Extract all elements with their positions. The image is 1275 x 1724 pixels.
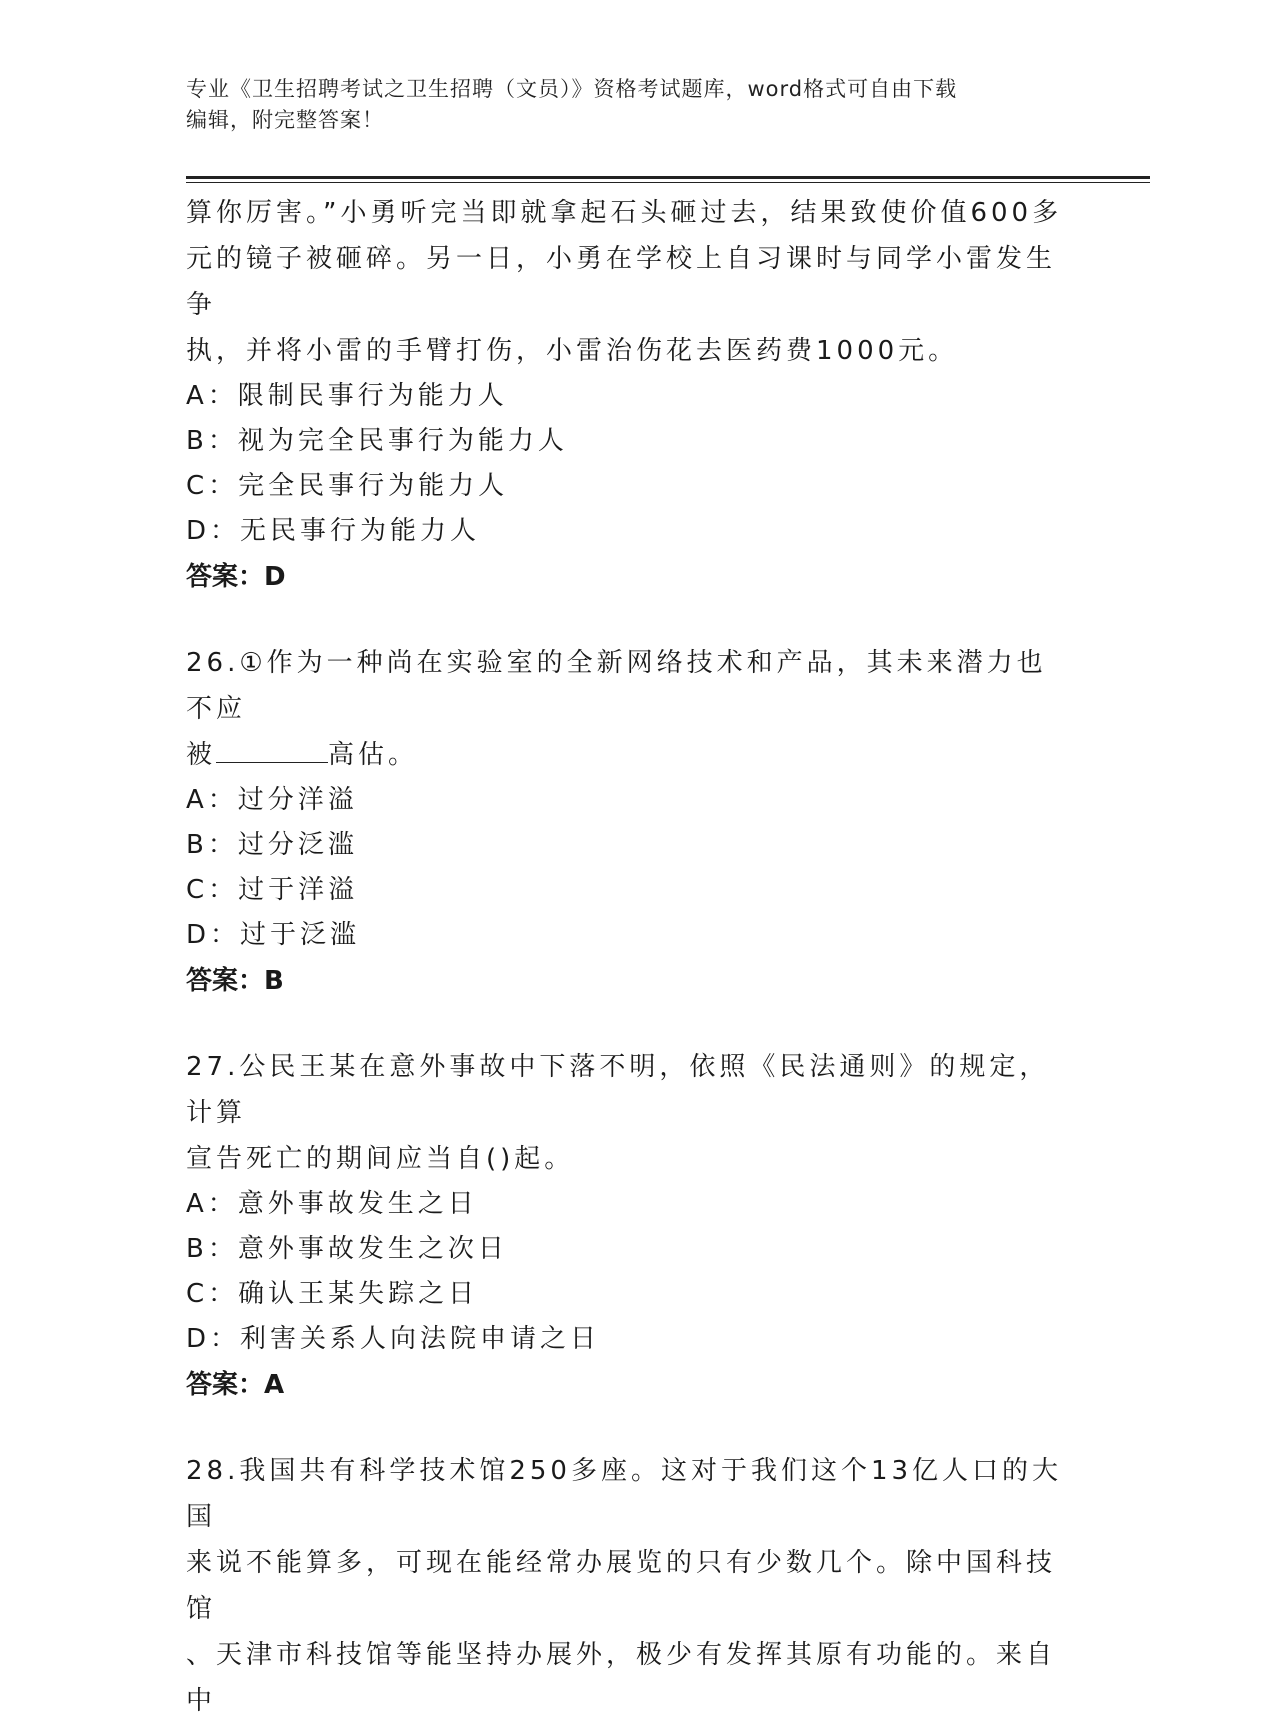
question-text-line: 28.我国共有科学技术馆250多座。这对于我们这个13亿人口的大国 bbox=[186, 1456, 1063, 1532]
option-b: B：意外事故发生之次日 bbox=[186, 1234, 508, 1264]
option-a: A：过分洋溢 bbox=[186, 785, 358, 815]
option-d: D：过于泛滥 bbox=[186, 920, 361, 950]
option-c: C：过于洋溢 bbox=[186, 875, 359, 905]
answer: 答案：A bbox=[186, 1370, 285, 1400]
header-line-1: 专业《卫生招聘考试之卫生招聘（文员）》资格考试题库，word格式可自由下载 bbox=[186, 77, 958, 101]
document-header bbox=[186, 74, 1066, 136]
question-text-fragment: 被 bbox=[186, 740, 217, 770]
fill-in-blank bbox=[216, 734, 328, 763]
option-c: C：确认王某失踪之日 bbox=[186, 1279, 479, 1309]
document-content bbox=[186, 190, 1076, 1724]
question-text-line: 元的镜子被砸碎。另一日，小勇在学校上自习课时与同学小雷发生争 bbox=[186, 244, 1057, 320]
question-text-line: 算你厉害。”小勇听完当即就拿起石头砸过去，结果致使价值600多 bbox=[186, 198, 1063, 228]
question-26 bbox=[186, 640, 1076, 1004]
header-rule-thick bbox=[186, 176, 1150, 179]
question-text-line: 27.公民王某在意外事故中下落不明，依照《民法通则》的规定，计算 bbox=[186, 1052, 1050, 1128]
answer: 答案：B bbox=[186, 966, 284, 996]
question-text-line: 宣告死亡的期间应当自()起。 bbox=[186, 1144, 575, 1174]
question-text-line: 执，并将小雷的手臂打伤，小雷治伤花去医药费1000元。 bbox=[186, 336, 959, 366]
header-line-2: 编辑，附完整答案！ bbox=[186, 108, 384, 132]
option-d: D：利害关系人向法院申请之日 bbox=[186, 1324, 601, 1354]
option-d: D：无民事行为能力人 bbox=[186, 516, 481, 546]
question-27 bbox=[186, 1044, 1076, 1408]
header-rule-thin bbox=[186, 182, 1150, 183]
question-28 bbox=[186, 1448, 1076, 1724]
question-text-line: 来说不能算多，可现在能经常办展览的只有少数几个。除中国科技馆 bbox=[186, 1548, 1057, 1624]
question-25 bbox=[186, 190, 1076, 600]
answer: 答案：D bbox=[186, 562, 286, 592]
question-text-line: 、天津市科技馆等能坚持办展外，极少有发挥其原有功能的。来自中 bbox=[186, 1640, 1057, 1716]
option-a: A：限制民事行为能力人 bbox=[186, 381, 508, 411]
option-b: B：视为完全民事行为能力人 bbox=[186, 426, 568, 456]
question-text-line: 26.①作为一种尚在实验室的全新网络技术和产品，其未来潜力也不应 bbox=[186, 648, 1047, 724]
question-text-fragment: 高估。 bbox=[328, 740, 419, 770]
option-b: B：过分泛滥 bbox=[186, 830, 358, 860]
option-a: A：意外事故发生之日 bbox=[186, 1189, 478, 1219]
option-c: C：完全民事行为能力人 bbox=[186, 471, 509, 501]
question-text-line bbox=[186, 732, 1076, 778]
